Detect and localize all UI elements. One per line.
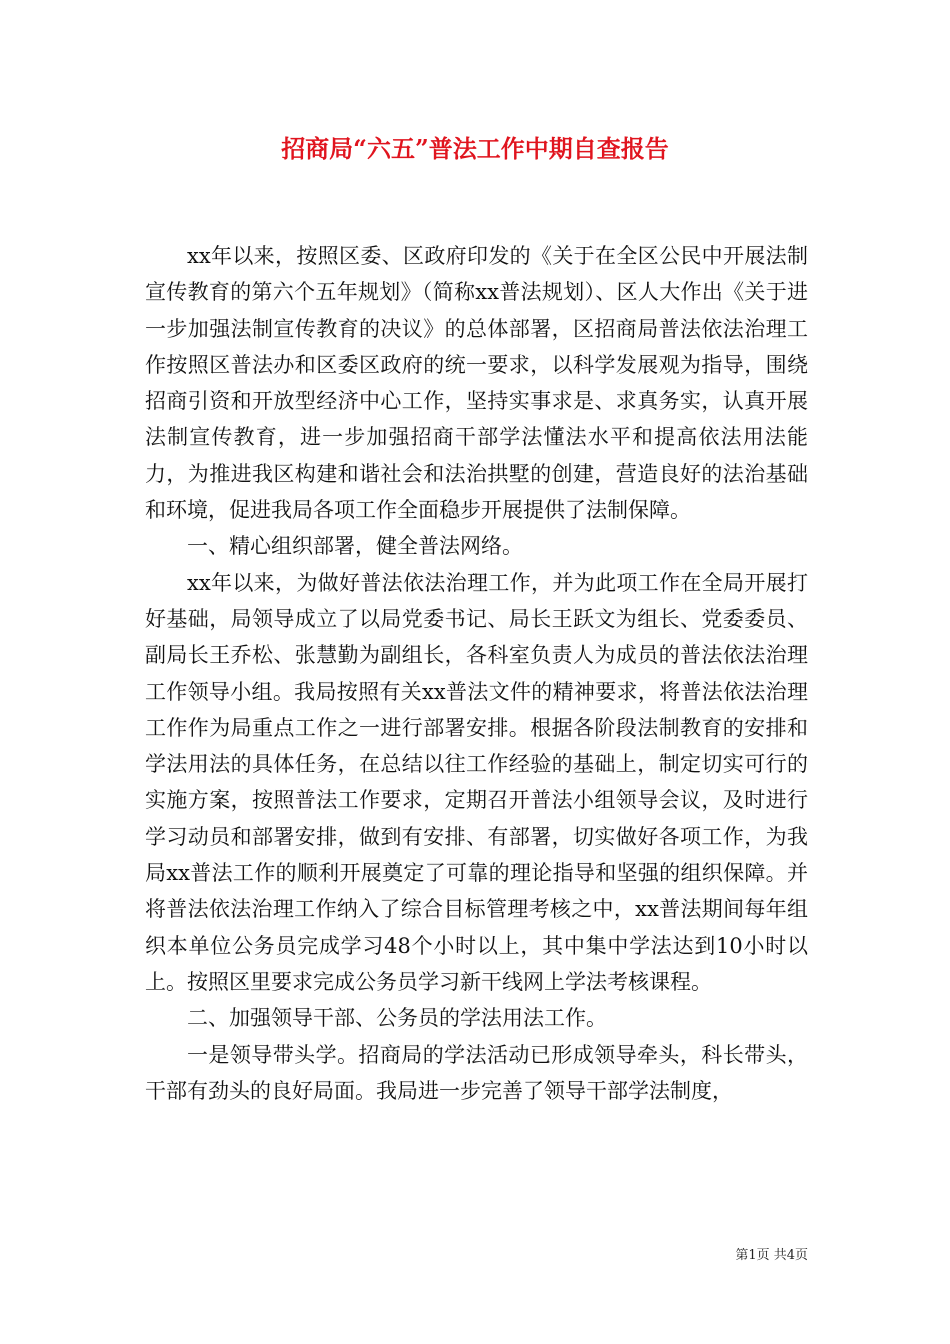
page-number-footer: 第1页 共4页 (735, 1248, 808, 1263)
document-body (145, 238, 808, 1109)
paragraph-section-2: 一是领导带头学。招商局的学法活动已形成领导牵头，科长带头，干部有劲头的良好局面。我局进一步完善了领导干部学法制度， (145, 1042, 808, 1103)
paragraph-intro: xx年以来，按照区委、区政府印发的《关于在全区公民中开展法制宣传教育的第六个五年规划》（简称xx普法规划）、区人大作出《关于进一步加强法制宣传教育的决议》的总体部署，区招商局普法依法治理工作按照区普法办和区委区政府的统一要求，以科学发展观为指导，围绕招商引资和开放型经济中心工作，坚持实事求是、求真务实，认真开展法制宣传教育，进一步加强招商干部学法懂法水平和提高依法用法能力，为推进我区构建和谐社会和法治拱墅的创建，营造良好的法治基础和环境，促进我局各项工作全面稳步开展提供了法制保障。 (145, 244, 808, 523)
paragraph-section-1: xx年以来，为做好普法依法治理工作，并为此项工作在全局开展打好基础，局领导成立了以局党委书记、局长王跃文为组长、党委委员、副局长王乔松、张慧勤为副组长，各科室负责人为成员的普法依法治理工作领导小组。我局按照有关xx普法文件的精神要求，将普法依法治理工作作为局重点工作之一进行部署安排。根据各阶段法制教育的安排和学法用法的具体任务，在总结以往工作经验的基础上，制定切实可行的实施方案，按照普法工作要求，定期召开普法小组领导会议，及时进行学习动员和部署安排，做到有安排、有部署，切实做好各项工作，为我局xx普法工作的顺利开展奠定了可靠的理论指导和坚强的组织保障。并将普法依法治理工作纳入了综合目标管理考核之中，xx普法期间每年组织本单位公务员完成学习48个小时以上，其中集中学法达到10小时以上。按照区里要求完成公务员学习新干线网上学法考核课程。 (145, 570, 808, 994)
document-title: 招商局“六五”普法工作中期自查报告 (281, 134, 669, 163)
section-heading-1: 一、精心组织部署，健全普法网络。 (187, 534, 523, 559)
section-heading-2: 二、加强领导干部、公务员的学法用法工作。 (187, 1006, 607, 1031)
